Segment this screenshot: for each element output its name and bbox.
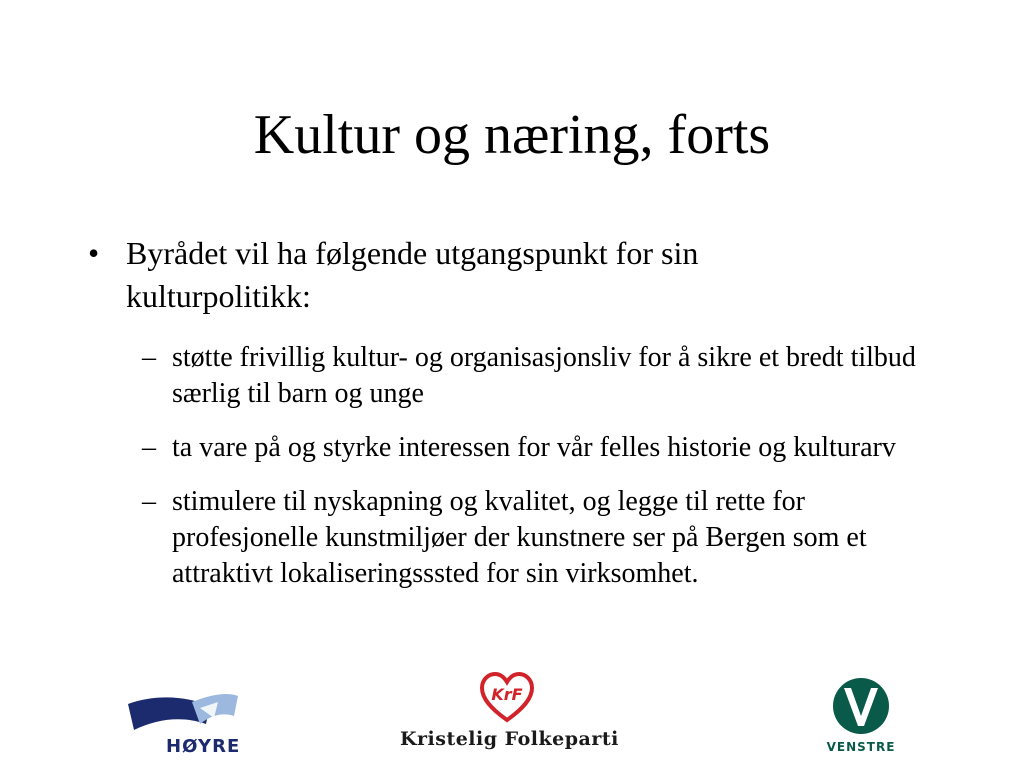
list-item [142, 340, 932, 412]
sub-bullet-text: ta vare på og styrke interessen for vår felles historie og kulturarv [172, 432, 896, 463]
svg-text:KrF: KrF [491, 685, 523, 704]
sub-bullet-list [142, 340, 932, 610]
bullet-marker: • [88, 235, 100, 271]
krf-label: Kristelig Folkeparti [400, 728, 619, 750]
main-bullet-text: Byrådet vil ha følgende utgangspunkt for sin kulturpolitikk: [126, 235, 699, 314]
krf-logo [400, 672, 619, 758]
slide-title: Kultur og næring, forts [253, 104, 771, 166]
krf-heart-logo-icon [400, 672, 614, 724]
venstre-logo [824, 676, 898, 760]
dash-marker: – [142, 342, 156, 373]
list-item [142, 484, 932, 592]
dash-marker: – [142, 432, 156, 463]
sub-bullet-text: stimulere til nyskapning og kvalitet, og legge til rette for profesjonelle kunstmiljøer der kunstnere ser på Bergen som et attraktivt lokaliseringsssted for sin virksomhet. [172, 486, 867, 589]
list-item [142, 430, 932, 466]
hoyre-label: HØYRE [166, 736, 241, 757]
venstre-label: VENSTRE [826, 740, 896, 754]
hoyre-logo [126, 690, 242, 760]
dash-marker: – [142, 486, 156, 517]
sub-bullet-text: støtte frivillig kultur- og organisasjonsliv for å sikre et bredt tilbud særlig til barn og unge [172, 342, 916, 409]
venstre-v-logo-icon [824, 676, 898, 736]
hoyre-logo-icon [126, 690, 242, 736]
main-bullet [88, 232, 888, 318]
